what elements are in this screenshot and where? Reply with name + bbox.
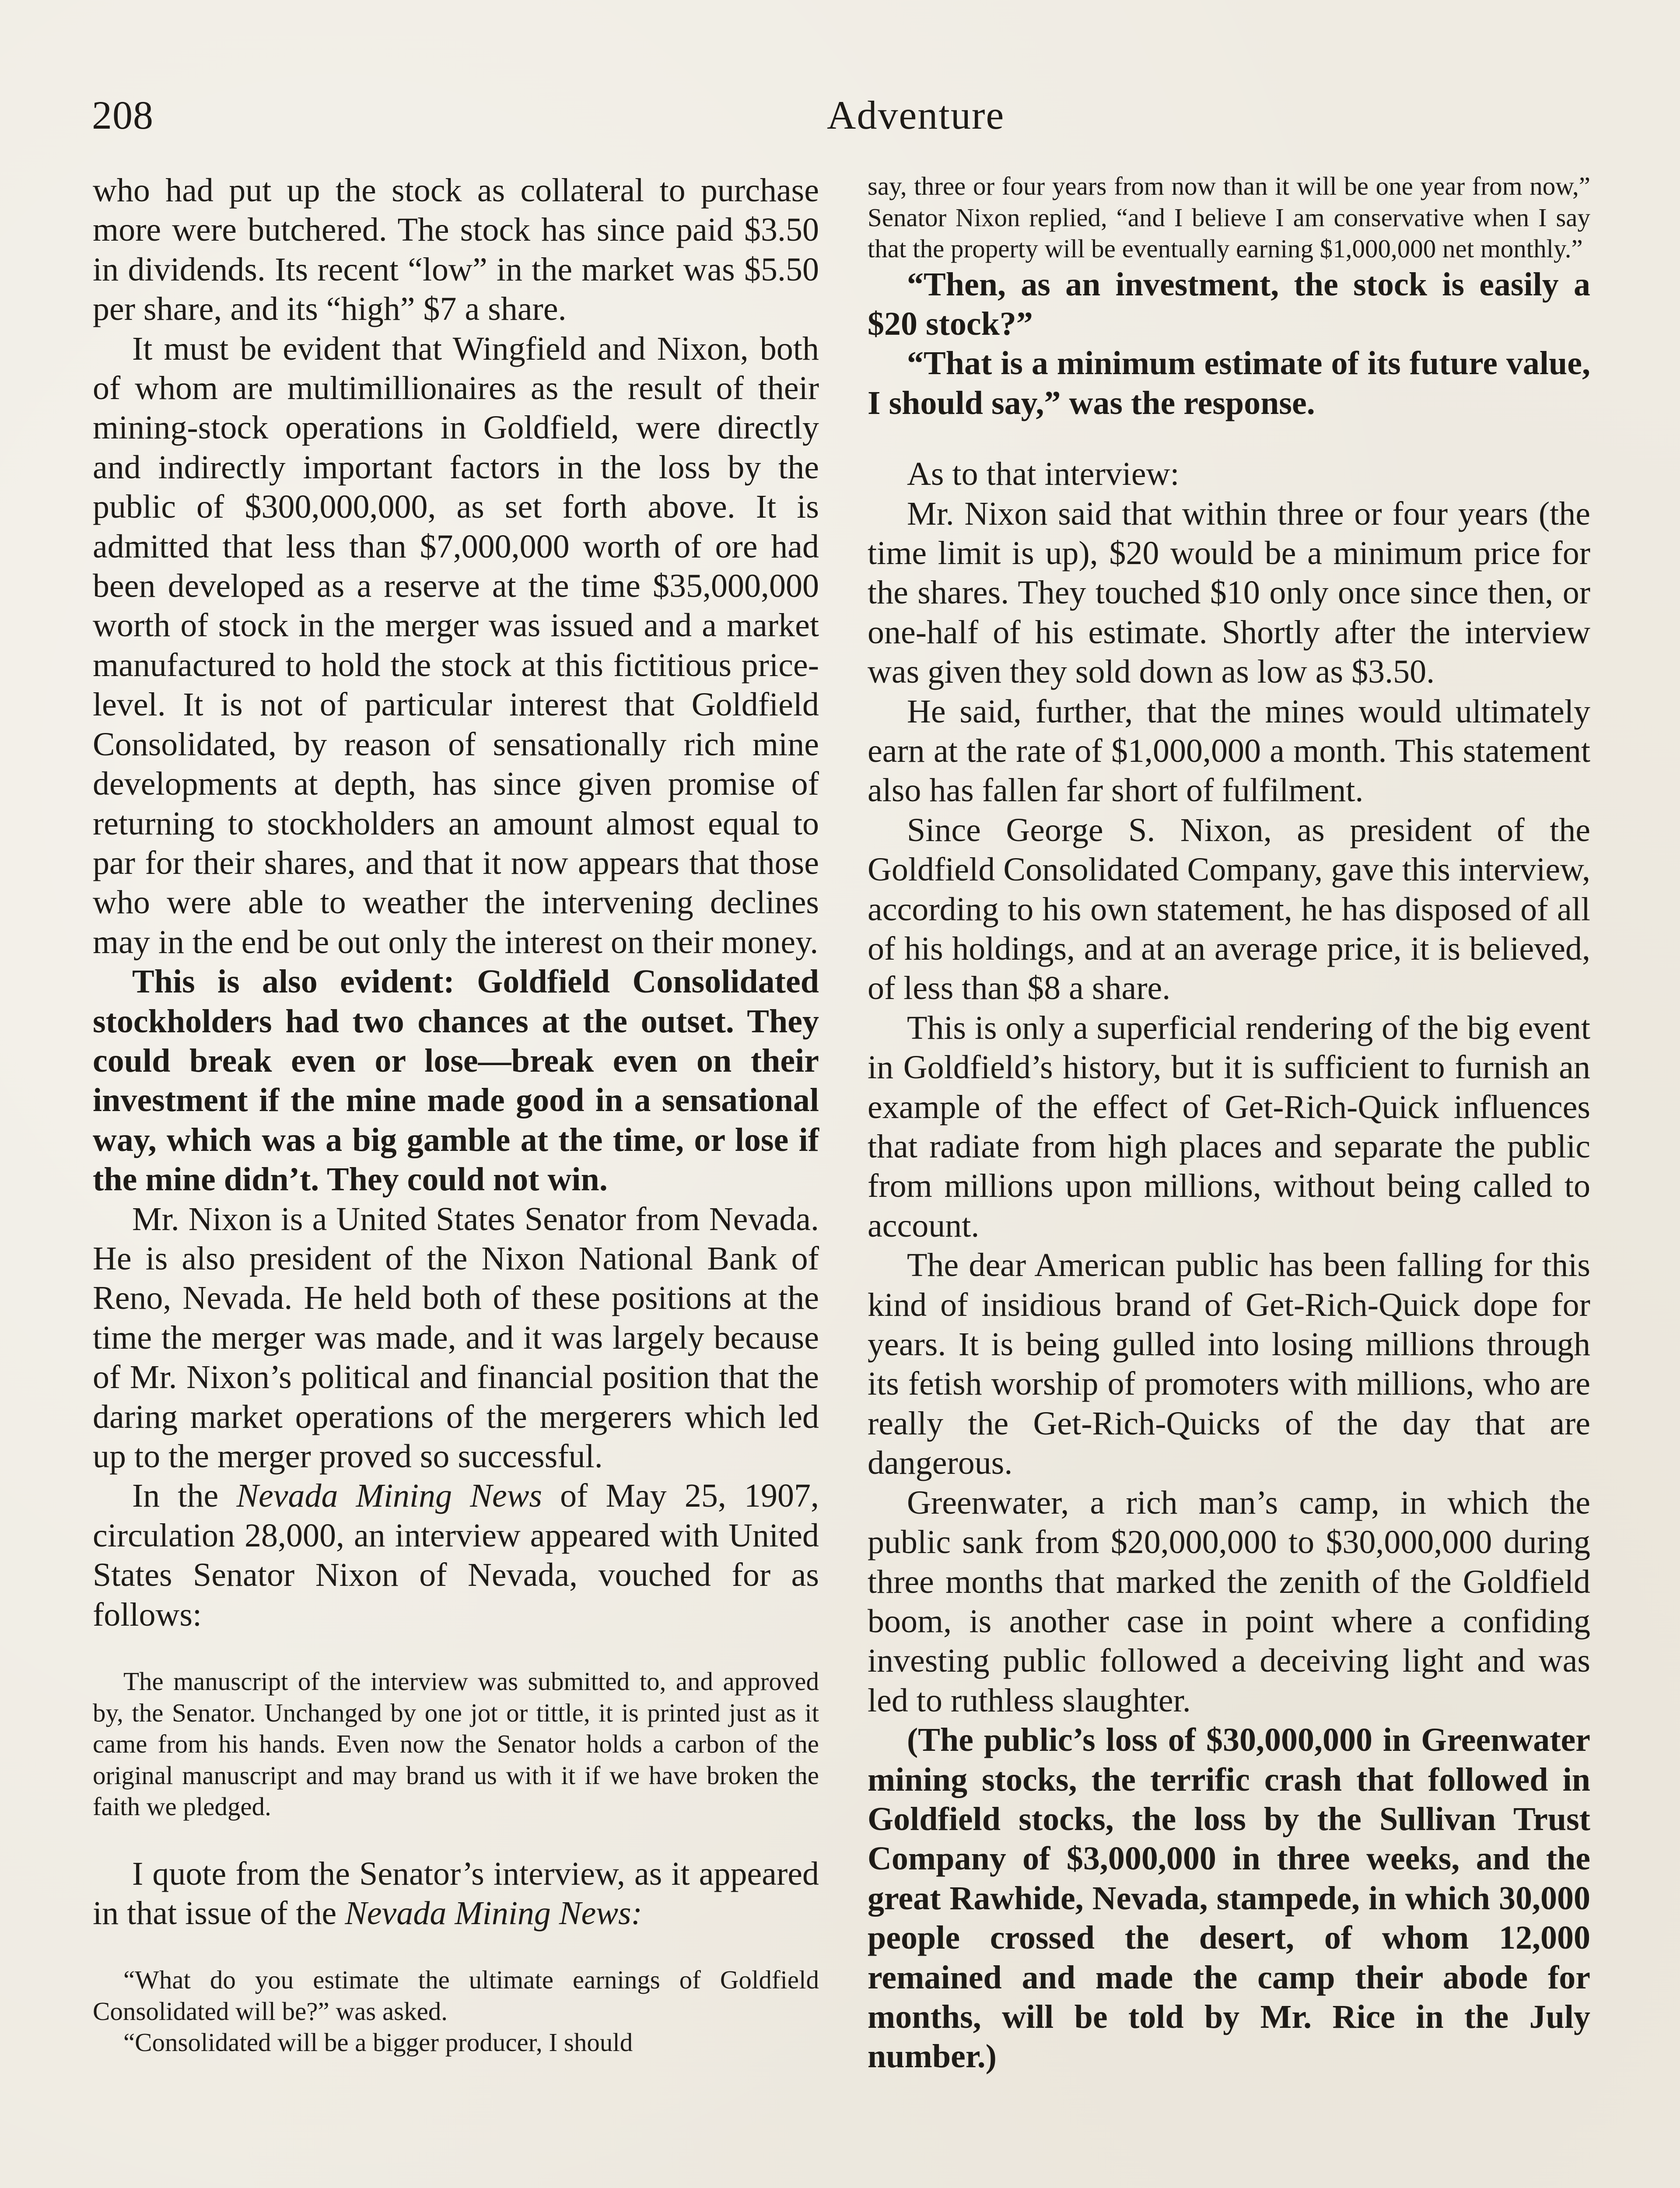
paragraph: This is only a superficial rendering of the big event in Goldfield’s history, but it is sufficient to furnish an example of the effect of Get-Rich-Quick influences that radiate from high places and separate the public from millions upon millions, without being called to account. bbox=[868, 1009, 1590, 1244]
spacer bbox=[93, 1634, 819, 1666]
interview-quote: “What do you estimate the ultimate earnings of Goldfield Consolidated will be?” was asked. bbox=[93, 1965, 819, 2026]
paragraph: It must be evident that Wingfield and Nixon, both of whom are multimillionaires as the result of their mining-stock operations in Goldfield, were directly and indirectly important factors in the loss by the public of $300,000,000, as set forth above. It is admitted that less than $7,000,000 worth of ore had been developed as a reserve at the time $35,000,000 worth of stock in the merger was issued and a market manufactured to hold the stock at this fictitious price-level. It is not of particular interest that Goldfield Consolidated, by reason of sensationally rich mine developments at depth, has since given promise of returning to stockholders an amount almost equal to par for their shares, and that it now appears that those who were able to weather the intervening declines may in the end be out only the interest on their money. bbox=[93, 330, 819, 961]
paragraph: who had put up the stock as collateral to purchase more were butchered. The stock has since paid $3.50 in dividends. Its recent “low” in the market was $5.50 per share, and its “high” $7 a share. bbox=[93, 172, 819, 328]
paragraph: He said, further, that the mines would ultimately earn at the rate of $1,000,000 a month. This statement also has fallen far short of fulfilment. bbox=[868, 693, 1590, 809]
paragraph: Greenwater, a rich man’s camp, in which the public sank from $20,000,000 to $30,000,000 during three months that marked the zenith of the Goldfield boom, is another case in point where a confiding investing public followed a deceiving light and was led to ruthless slaughter. bbox=[868, 1484, 1590, 1719]
paragraph: Since George S. Nixon, as president of the Goldfield Consolidated Company, gave this interview, according to his own statement, he has disposed of all of his holdings, and at an average price, it is believed, of less than $8 a share. bbox=[868, 811, 1590, 1007]
block-quote: The manuscript of the interview was submitted to, and approved by, the Senator. Unchanged by one jot or tittle, it is printed just as it came from his hands. Even now the Senator holds a carbon of the original manuscript and may brand us with it if we have broken the faith we pledged. bbox=[93, 1667, 819, 1821]
text-span: of May 25, 1907, circulation 28,000, an interview appeared with United States Senator Nixon of Nevada, vouched for as follows: bbox=[93, 1477, 819, 1633]
bold-paragraph: This is also evident: Goldfield Consolidated stockholders had two chances at the outset. They could break even or lose—break even on their investment if the mine made good in a sensational way, which was a big gamble at the time, or lose if the mine didn’t. They could not win. bbox=[93, 963, 819, 1198]
right-column bbox=[868, 171, 1590, 2076]
publication-title: Nevada Mining News: bbox=[345, 1894, 642, 1932]
paragraph: The dear American public has been falling for this kind of insidious brand of Get-Rich-Quick dope for years. It is being gulled into losing millions through its fetish worship of promoters with millions, who are really the Get-Rich-Quicks of the day that are dangerous. bbox=[868, 1247, 1590, 1482]
bold-paragraph: “Then, as an investment, the stock is easily a $20 stock?” bbox=[868, 266, 1590, 342]
bold-paragraph: (The public’s loss of $30,000,000 in Greenwater mining stocks, the terrific crash that followed in Goldfield stocks, the loss by the Sullivan Trust Company of $3,000,000 in three weeks, and the great Rawhide, Nevada, stampede, in which 30,000 people crossed the desert, of whom 12,000 remained and made the camp their abode for months, will be told by Mr. Rice in the July number.) bbox=[868, 1722, 1590, 2075]
page-number: 208 bbox=[92, 93, 154, 137]
running-title: Adventure bbox=[827, 93, 1005, 137]
spacer bbox=[868, 423, 1590, 454]
spacer bbox=[93, 1823, 819, 1854]
text-span: In the bbox=[132, 1477, 237, 1515]
page-header bbox=[92, 92, 1588, 140]
publication-title: Nevada Mining News bbox=[236, 1477, 542, 1515]
interview-quote: say, three or four years from now than it will be one year from now,” Senator Nixon replied, “and I believe I am conservative when I say that the property will be eventually earning $1,000,000 net monthly.” bbox=[868, 172, 1590, 263]
text-span: I quote from the Senator’s interview, as it appeared in that issue of the bbox=[93, 1855, 819, 1932]
interview-quote: “Consolidated will be a bigger producer, I should bbox=[123, 2028, 633, 2057]
left-column bbox=[93, 171, 819, 2058]
paragraph bbox=[93, 1476, 819, 1634]
spacer bbox=[93, 1933, 819, 1964]
paragraph bbox=[93, 1854, 819, 1933]
paragraph: As to that interview: bbox=[907, 456, 1180, 493]
bold-paragraph: “That is a minimum estimate of its future value, I should say,” was the response. bbox=[868, 345, 1590, 421]
paragraph: Mr. Nixon is a United States Senator from Nevada. He is also president of the Nixon National Bank of Reno, Nevada. He held both of these positions at the time the merger was made, and it was largely because of Mr. Nixon’s political and financial position that the daring market operations of the mergerers which led up to the merger proved so successful. bbox=[93, 1200, 819, 1475]
paragraph: Mr. Nixon said that within three or four years (the time limit is up), $20 would be a minimum price for the shares. They touched $10 only once since then, or one-half of his estimate. Shortly after the interview was given they sold down as low as $3.50. bbox=[868, 495, 1590, 691]
